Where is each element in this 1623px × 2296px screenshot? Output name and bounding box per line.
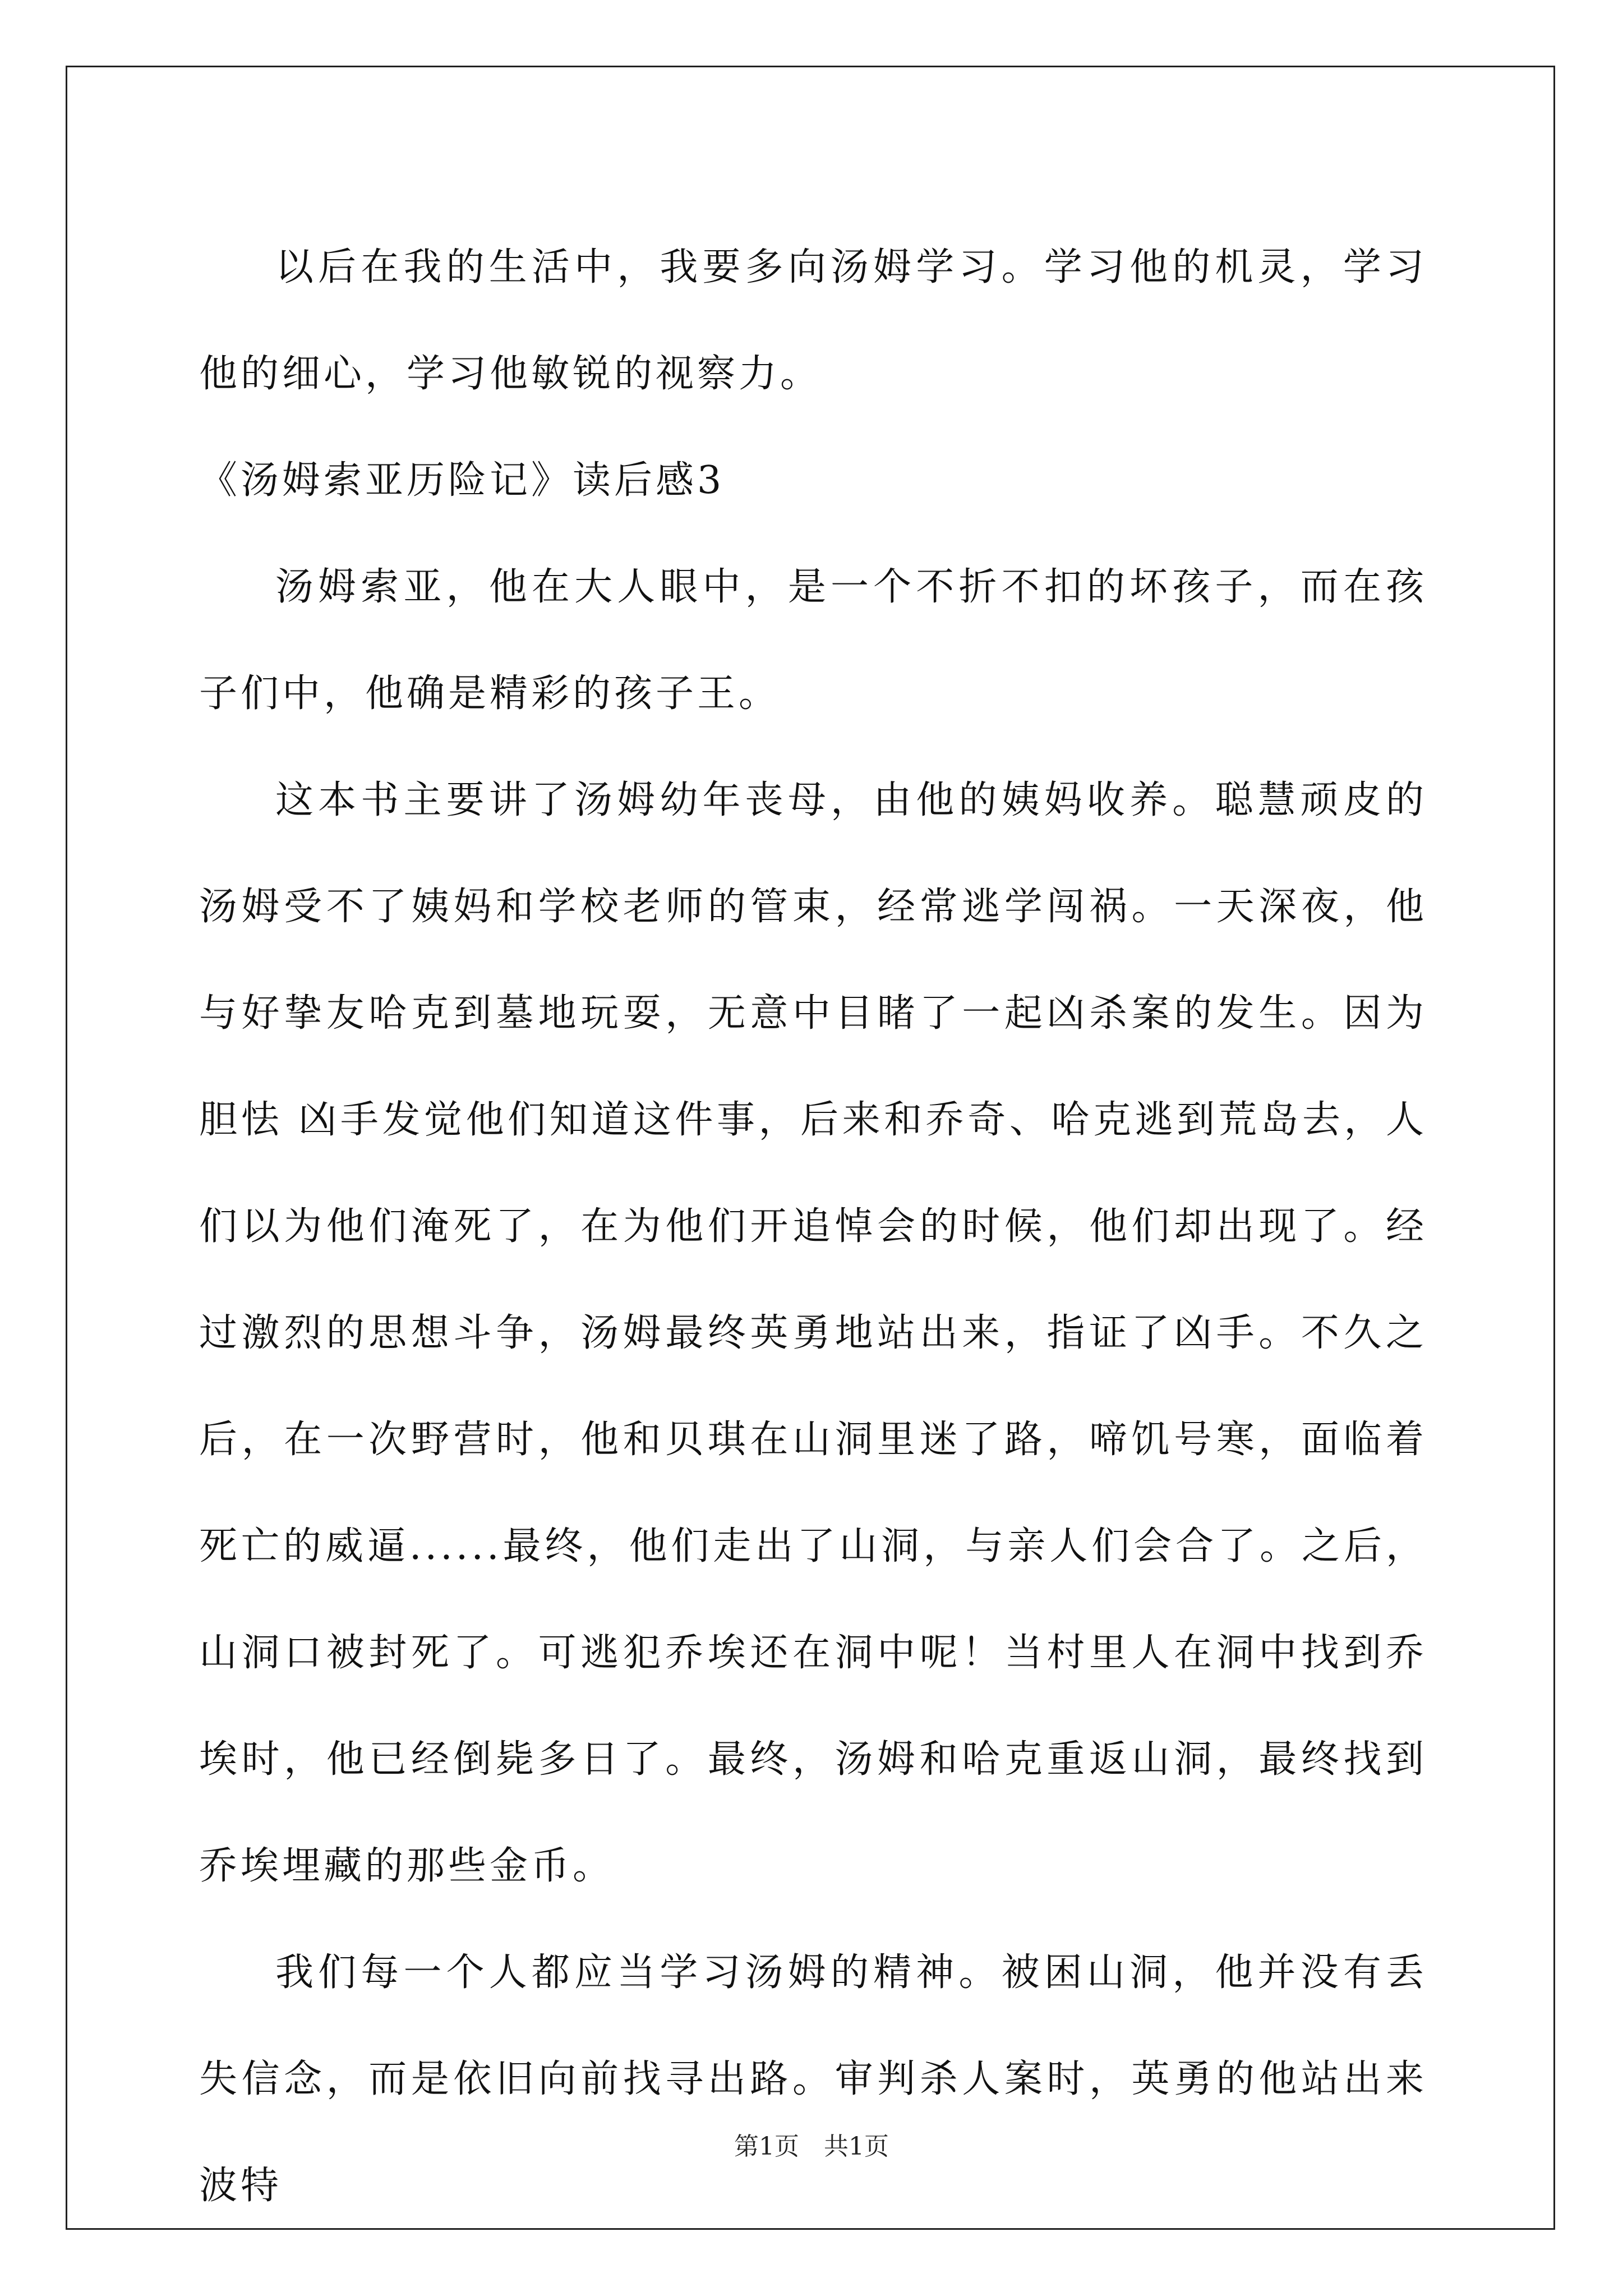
paragraph-3: 这本书主要讲了汤姆幼年丧母，由他的姨妈收养。聪慧顽皮的汤姆受不了姨妈和学校老师的管束，经常逃学闯祸。一天深夜，他与好挚友哈克到墓地玩耍，无意中目睹了一起凶杀案的发生。因为胆怯 凶手发觉他们知道这件事，后来和乔奇、哈克逃到荒岛去，人们以为他们淹死了，在为他们开追悼会的时候，他们却出现了。经过激烈的思想斗争，汤姆最终英勇地站出来，指证了凶手。不久之后，在一次野营时，他和贝琪在山洞里迷了路，啼饥号寒，面临着死亡的威逼......最终，他们走出了山洞，与亲人们会合了。之后，山洞口被封死了。可逃犯乔埃还在洞中呢！当村里人在洞中找到乔埃时，他已经倒毙多日了。最终，汤姆和哈克重返山洞，最终找到乔埃埋藏的那些金币。 <box>199 778 1427 1888</box>
paragraph-2: 汤姆索亚，他在大人眼中，是一个不折不扣的坏孩子，而在孩子们中，他确是精彩的孩子王。 <box>199 565 1427 716</box>
page-footer: 第1页 共1页 <box>734 2132 889 2161</box>
document-body <box>199 214 1427 2239</box>
section-heading: 《汤姆索亚历险记》读后感3 <box>199 458 725 503</box>
paragraph-1: 以后在我的生活中，我要多向汤姆学习。学习他的机灵，学习他的细心，学习他敏锐的视察力。 <box>199 245 1427 396</box>
paragraph-4: 我们每一个人都应当学习汤姆的精神。被困山洞，他并没有丢失信念，而是依旧向前找寻出路。审判杀人案时，英勇的他站出来波特 <box>199 1950 1427 2208</box>
